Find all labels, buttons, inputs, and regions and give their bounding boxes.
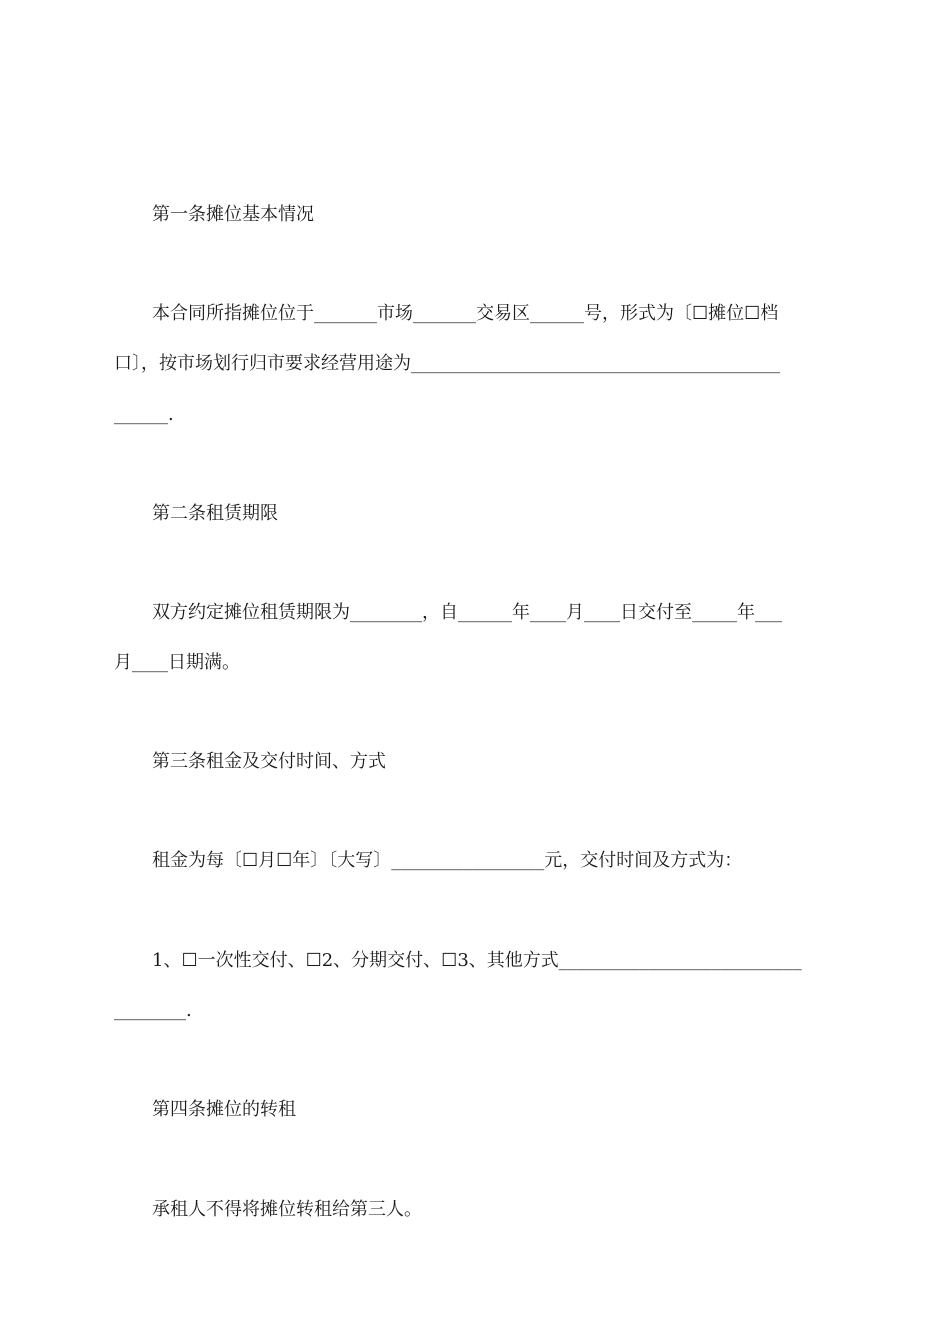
article-2-heading: 第二条租赁期限	[152, 503, 278, 524]
article-3-options-line-1: 1、☐一次性交付、☐2、分期交付、☐3、其他方式___________________________	[152, 950, 802, 971]
article-2-paragraph-line-1: 双方约定摊位租赁期限为________，自______年____月____日交付至_____年___	[152, 602, 782, 623]
article-3-options-line-2: ________.	[114, 1000, 192, 1021]
article-2-paragraph-line-2: 月____日期满。	[114, 652, 240, 673]
article-4-paragraph-line-1: 承租人不得将摊位转租给第三人。	[152, 1199, 422, 1220]
article-3-heading: 第三条租金及交付时间、方式	[152, 751, 386, 772]
article-1-paragraph-line-3: ______.	[114, 404, 174, 425]
article-3-paragraph-line-1: 租金为每〔☐月☐年〕〔大写〕_________________元，交付时间及方式为：	[152, 850, 743, 871]
article-4-heading: 第四条摊位的转租	[152, 1099, 296, 1120]
article-1-paragraph-line-1: 本合同所指摊位位于_______市场_______交易区______号，形式为〔☐摊位☐档	[152, 303, 779, 324]
article-1-paragraph-line-2: 口〕，按市场划行归市要求经营用途为_________________________________________	[114, 353, 780, 374]
article-1-heading: 第一条摊位基本情况	[152, 204, 314, 225]
